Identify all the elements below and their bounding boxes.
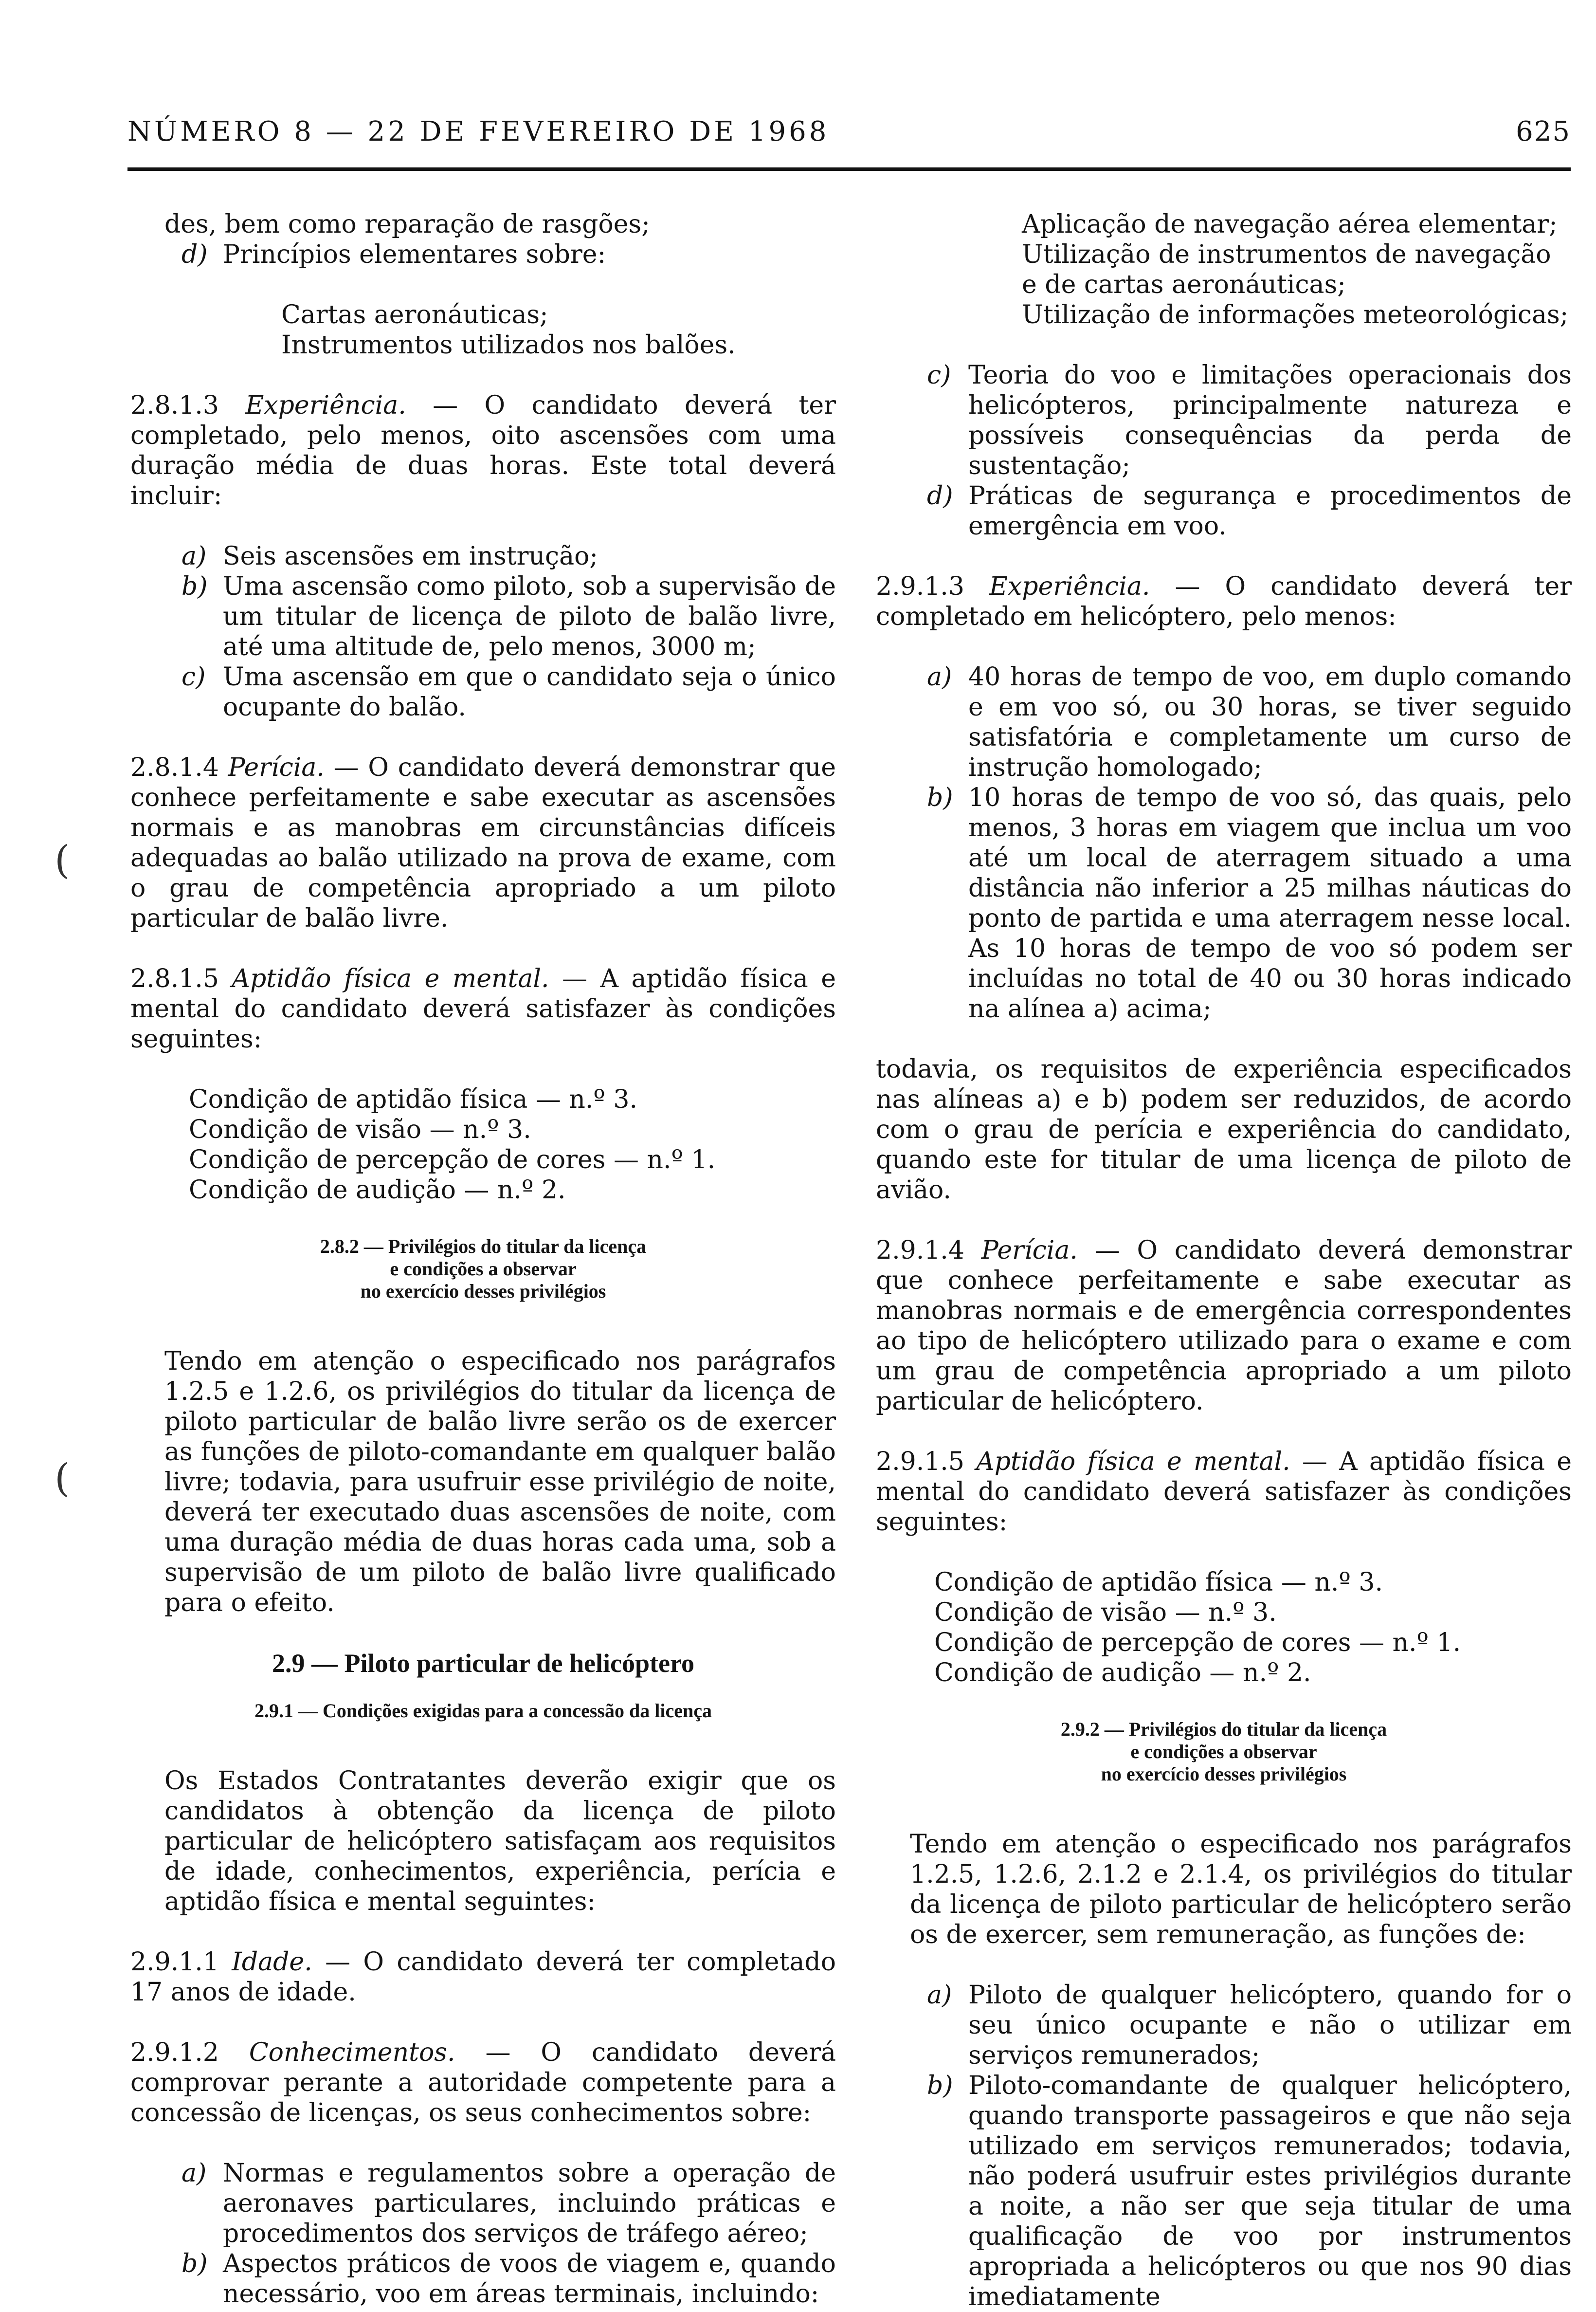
- caption-line: e condições a observar: [390, 1258, 577, 1280]
- section-2-9-1-5: [876, 1447, 1572, 1537]
- list-text: Teoria do voo e limitações operacionais dos helicópteros, principalmente natureza e possíveis consequências da perda de sustentação;: [968, 361, 1572, 480]
- section-caption-2-9-1: 2.9.1 — Condições exigidas para a concessão da licença: [254, 1700, 712, 1722]
- paragraph-line: des, bem como reparação de rasgões;: [164, 210, 650, 239]
- section-2-9-1-4: [876, 1235, 1572, 1416]
- left-column: [130, 209, 836, 2309]
- section-caption-2-9-2: [876, 1718, 1572, 1785]
- section-caption-2-8-2: [130, 1235, 836, 1303]
- section-text: — O candidato deverá ter completado, pelo menos, oito ascensões com uma duração média de duas horas. Este total deverá incluir:: [130, 391, 836, 511]
- list-text: Práticas de segurança e procedimentos de emergência em voo.: [968, 481, 1572, 541]
- section-2-9-1-2: [130, 2037, 836, 2128]
- paragraph-2-9-1: Os Estados Contratantes deverão exigir que os candidatos à obtenção da licença de piloto particular de helicóptero satisfaçam aos requisitos de idade, conhecimentos, experiência, perícia e aptidão física e mental seguintes:: [164, 1766, 836, 1916]
- list-label: b): [927, 2071, 953, 2100]
- section-number: 2.9.1.4: [876, 1236, 964, 1265]
- section-text: — O candidato deverá comprovar perante a autoridade competente para a concessão de licenças, os seus conhecimentos sobre:: [130, 2038, 836, 2128]
- section-number: 2.8.1.4: [130, 753, 219, 782]
- section-heading: Aptidão física e mental.: [232, 964, 549, 993]
- list-item: [876, 360, 1572, 481]
- paragraph-todavia: todavia, os requisitos de experiência especificados nas alíneas a) e b) podem ser reduzidos, de acordo com o grau de perícia e experiência do candidato, quando este for titular de uma licença de piloto de avião.: [876, 1055, 1572, 1205]
- list-label: a): [181, 2159, 207, 2188]
- section-heading: Aptidão física e mental.: [976, 1447, 1290, 1476]
- section-text: — O candidato deverá demonstrar que conhece perfeitamente e sabe executar as manobras normais e de emergência correspondentes ao tipo de helicóptero utilizado para o exame e com um grau de competência apropriado a um piloto particular de helicóptero.: [876, 1236, 1572, 1416]
- list-text: Normas e regulamentos sobre a operação de aeronaves particulares, incluindo práticas e procedimentos dos serviços de tráfego aéreo;: [223, 2159, 836, 2248]
- list-item: [130, 2158, 836, 2249]
- section-heading: Idade.: [232, 1947, 312, 1977]
- condition-line: Condição de aptidão física — n.º 3.: [189, 1085, 637, 1114]
- list-text: Seis ascensões em instrução;: [223, 542, 598, 571]
- list-line: Instrumentos utilizados nos balões.: [281, 330, 736, 360]
- list-label: b): [181, 2249, 208, 2278]
- condition-line: Condição de aptidão física — n.º 3.: [934, 1568, 1383, 1597]
- list-text: Piloto de qualquer helicóptero, quando for o seu único ocupante e não o utilizar em serviços remunerados;: [968, 1981, 1572, 2070]
- list-text: 40 horas de tempo de voo, em duplo comando e em voo só, ou 30 horas, se tiver seguido satisfatória e completamente um curso de instrução homologado;: [968, 662, 1572, 782]
- list-line: Utilização de instrumentos de navegação e de cartas aeronáuticas;: [1022, 240, 1551, 299]
- list-item: [876, 481, 1572, 541]
- condition-line: Condição de percepção de cores — n.º 1.: [189, 1145, 716, 1174]
- section-number: 2.9.1.2: [130, 2038, 219, 2067]
- margin-bracket-mark: (: [54, 1455, 70, 1501]
- list-text: Uma ascensão em que o candidato seja o único ocupante do balão.: [223, 662, 836, 722]
- section-title-2-9: 2.9 — Piloto particular de helicóptero: [272, 1649, 694, 1678]
- section-2-9-1-1: [130, 1947, 836, 2007]
- list-item: [876, 2071, 1572, 2312]
- section-2-8-1-3: [130, 390, 836, 511]
- caption-line: 2.8.2 — Privilégios do titular da licença: [320, 1235, 647, 1257]
- condition-line: Condição de audição — n.º 2.: [189, 1175, 566, 1205]
- right-column: [876, 209, 1572, 2312]
- issue-date-header: NÚMERO 8 — 22 DE FEVEREIRO DE 1968: [127, 116, 830, 147]
- list-item: [130, 662, 836, 722]
- section-number: 2.9.1.3: [876, 572, 964, 601]
- list-text: Aspectos práticos de voos de viagem e, quando necessário, voo em áreas terminais, incluindo:: [223, 2249, 836, 2309]
- section-text: — O candidato deverá ter completado em helicóptero, pelo menos:: [876, 572, 1572, 631]
- paragraph-2-8-2: Tendo em atenção o especificado nos parágrafos 1.2.5 e 1.2.6, os privilégios do titular da licença de piloto particular de balão livre serão os de exercer as funções de piloto-comandante em qualquer balão livre; todavia, para usufruir esse privilégio de noite, deverá ter executado duas ascensões de noite, com uma duração média de duas horas cada uma, sob a supervisão de um piloto de balão livre qualificado para o efeito.: [164, 1347, 836, 1617]
- list-item: [876, 662, 1572, 783]
- section-text: — A aptidão física e mental do candidato deverá satisfazer às condições seguintes:: [130, 964, 836, 1054]
- section-heading: Perícia.: [981, 1236, 1078, 1265]
- list-item: [130, 571, 836, 662]
- page-header: [127, 116, 1571, 160]
- section-number: 2.9.1.5: [876, 1447, 964, 1476]
- list-text: Princípios elementares sobre:: [223, 240, 606, 269]
- section-2-9-1-3: [876, 571, 1572, 632]
- section-number: 2.9.1.1: [130, 1947, 219, 1977]
- caption-line: no exercício desses privilégios: [1101, 1763, 1347, 1785]
- list-label: a): [927, 662, 952, 692]
- condition-line: Condição de audição — n.º 2.: [934, 1658, 1311, 1688]
- list-label: c): [181, 662, 206, 692]
- section-heading: Experiência.: [989, 572, 1150, 601]
- margin-bracket-mark: (: [54, 837, 70, 882]
- section-2-8-1-4: [130, 752, 836, 934]
- condition-line: Condição de visão — n.º 3.: [189, 1115, 531, 1144]
- section-text: — O candidato deverá ter completado 17 anos de idade.: [130, 1947, 836, 2007]
- list-item: [130, 541, 836, 571]
- list-text: Piloto-comandante de qualquer helicóptero, quando transporte passageiros e que não seja utilizado em serviços remunerados; todavia, não poderá usufruir estes privilégios durante a noite, a não ser que seja titular de uma qualificação de voo por instrumentos apropriada a helicópteros ou que nos 90 dias imediatamente: [968, 2071, 1572, 2312]
- caption-line: e condições a observar: [1130, 1741, 1317, 1762]
- list-label: d): [927, 481, 953, 511]
- list-label: b): [181, 572, 208, 601]
- list-item: [130, 239, 836, 270]
- condition-line: Condição de percepção de cores — n.º 1.: [934, 1628, 1461, 1657]
- paragraph-2-9-2: Tendo em atenção o especificado nos parágrafos 1.2.5, 1.2.6, 2.1.2 e 2.1.4, os privilégios do titular da licença de piloto particular de helicóptero serão os de exercer, sem remuneração, as funções de:: [910, 1830, 1572, 1949]
- section-2-8-1-5: [130, 964, 836, 1054]
- list-line: Cartas aeronáuticas;: [281, 300, 548, 330]
- caption-line: no exercício desses privilégios: [360, 1280, 606, 1302]
- page-number: 625: [1516, 116, 1571, 147]
- list-label: a): [927, 1981, 952, 2010]
- condition-line: Condição de visão — n.º 3.: [934, 1598, 1277, 1627]
- list-item: [876, 1980, 1572, 2071]
- list-item: [876, 783, 1572, 1024]
- list-label: d): [181, 240, 208, 269]
- list-text: Uma ascensão como piloto, sob a supervisão de um titular de licença de piloto de balão livre, até uma altitude de, pelo menos, 3000 m;: [223, 572, 836, 661]
- list-label: b): [927, 783, 953, 812]
- list-line: Aplicação de navegação aérea elementar;: [1022, 210, 1558, 239]
- list-label: a): [181, 542, 207, 571]
- section-heading: Experiência.: [245, 391, 406, 420]
- section-text: — A aptidão física e mental do candidato deverá satisfazer às condições seguintes:: [876, 1447, 1572, 1537]
- section-text: — O candidato deverá demonstrar que conhece perfeitamente e sabe executar as ascensões normais e as manobras em circunstâncias difíceis adequadas ao balão utilizado na prova de exame, com o grau de competência apropriado a um piloto particular de balão livre.: [130, 753, 836, 933]
- list-label: c): [927, 361, 951, 390]
- section-heading: Perícia.: [228, 753, 325, 782]
- header-rule: [127, 167, 1571, 171]
- list-line: Utilização de informações meteorológicas;: [1022, 300, 1569, 330]
- section-heading: Conhecimentos.: [249, 2038, 455, 2067]
- list-text: 10 horas de tempo de voo só, das quais, pelo menos, 3 horas em viagem que inclua um voo até um local de aterragem situado a uma distância não inferior a 25 milhas náuticas do ponto de partida e uma aterragem nesse local. As 10 horas de tempo de voo só podem ser incluídas no total de 40 ou 30 horas indicado na alínea a) acima;: [968, 783, 1572, 1024]
- section-number: 2.8.1.5: [130, 964, 219, 993]
- section-number: 2.8.1.3: [130, 391, 219, 420]
- list-item: [130, 2249, 836, 2309]
- caption-line: 2.9.2 — Privilégios do titular da licença: [1060, 1718, 1387, 1740]
